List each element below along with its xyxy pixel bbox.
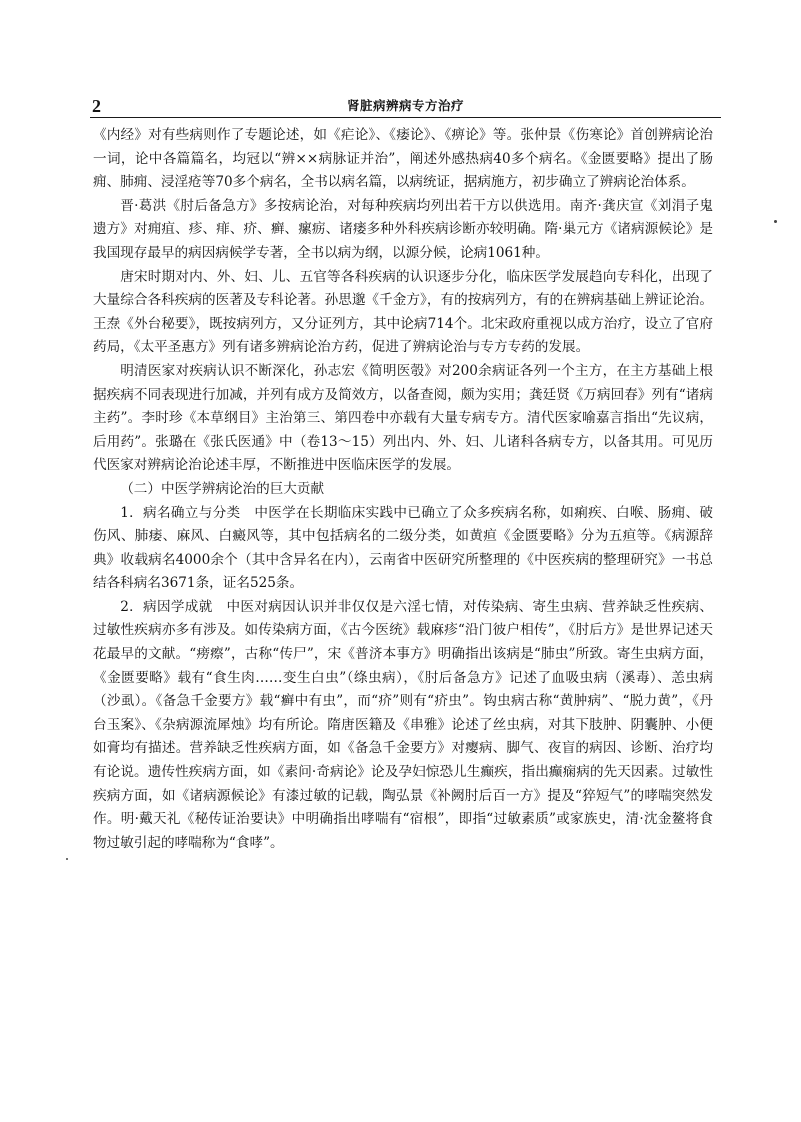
paragraph-tang-song: 唐宋时期对内、外、妇、儿、五官等各科疾病的认识逐步分化，临床医学发展趋向专科化，出现了大量综合各科疾病的医著及专科论著。孙思邈《千金方》，有的按病列方，有的在辨病基础上辨证论治。王焘《外台秘要》，既按病列方，又分证列方，其中论病714个。北宋政府重视以成方治疗，设立了官府药局，《太平圣惠方》列有诸多辨病论治方药，促进了辨病论治与专方专药的发展。 — [93, 268, 713, 356]
paragraph-disease-naming: 1．病名确立与分类 中医学在长期临床实践中已确立了众多疾病名称，如痢疾、白喉、肠痈、破伤风、肺痿、麻风、白癜风等，其中包括病名的二级分类，如黄疸《金匮要略》分为五疸等。《病源辞典》收载病名4000余个（其中含异名在内），云南省中医研究所整理的《中医疾病的整理研究》一书总结各科病名3671条，证名525条。 — [93, 504, 713, 592]
scan-speck — [66, 858, 68, 860]
body-text — [93, 124, 713, 855]
section-heading: （二）中医学辨病论治的巨大贡献 — [120, 480, 325, 497]
paragraph-jin-ge-hong: 晋·葛洪《肘后备急方》多按病论治，对每种疾病均列出若干方以供选用。南齐·龚庆宣《刘涓子鬼遗方》对痈疽、疹、痱、疥、癣、瘰疬、诸瘘多种外科疾病诊断亦较明确。隋·巢元方《诸病源候论》是我国现存最早的病因病候学专著，全书以病为纲，以源分候，论病1061种。 — [93, 197, 713, 261]
paragraph-etiology: 2．病因学成就 中医对病因认识并非仅仅是六淫七情，对传染病、寄生虫病、营养缺乏性疾病、过敏性疾病亦多有涉及。如传染病方面，《古今医统》载麻疹“沿门彼户相传”，《肘后方》是世界记述天花最早的文献。“痨瘵”，古称“传尸”，宋《普济本事方》明确指出该病是“肺虫”所致。寄生虫病方面，《金匮要略》载有“食生肉……变生白虫”（绦虫病），《肘后备急方》记述了血吸虫病（溪毒）、恙虫病（沙虱）。《备急千金要方》载“癣中有虫”，而“疥”则有“疥虫”。钩虫病古称“黄肿病”、“脱力黄”，《丹台玉案》、《杂病源流犀烛》均有所论。隋唐医籍及《串雅》论述了丝虫病，对其下肢肿、阴囊肿、小便如膏均有描述。营养缺乏性疾病方面，如《备急千金要方》对瘿病、脚气、夜盲的病因、诊断、治疗均有论说。遗传性疾病方面，如《素问·奇病论》论及孕妇惊恐儿生癫疾，指出癫痫病的先天因素。过敏性疾病方面，如《诸病源候论》有漆过敏的记载，陶弘景《补阙肘后百一方》提及“猝短气”的哮喘突然发作。明·戴天礼《秘传证治要诀》中明确指出哮喘有“宿根”，即指“过敏素质”或家族史，清·沈金鳌将食物过敏引起的哮喘称为“食哮”。 — [93, 598, 713, 851]
scan-speck — [774, 220, 777, 223]
header-rule — [90, 117, 721, 118]
page-number: 2 — [92, 96, 101, 116]
paragraph-continuation: 《内经》对有些病则作了专题论述，如《疟论》、《痿论》、《痹论》等。张仲景《伤寒论》首创辨病论治一词，论中各篇篇名，均冠以“辨××病脉证并治”，阐述外感热病40多个病名。《金匮要略》提出了肠痈、肺痈、浸淫疮等70多个病名，全书以病名篇，以病统证，据病施方，初步确立了辨病论治体系。 — [93, 127, 713, 191]
running-title: 肾脏病辨病专方治疗 — [346, 98, 464, 113]
paragraph-ming-qing: 明清医家对疾病认识不断深化，孙志宏《简明医彀》对200余病证各列一个主方，在主方基础上根据疾病不同表现进行加减，并列有成方及简效方，以备查阅，颇为实用；龚廷贤《万病回春》列有“诸病主药”。李时珍《本草纲目》主治第三、第四卷中亦载有大量专病专方。清代医家喻嘉言指出“先议病，后用药”。张璐在《张氏医通》中（卷13～15）列出内、外、妇、儿诸科各病专方，以备其用。可见历代医家对辨病论治论述丰厚，不断推进中医临床医学的发展。 — [93, 362, 713, 474]
page-header — [90, 96, 721, 120]
